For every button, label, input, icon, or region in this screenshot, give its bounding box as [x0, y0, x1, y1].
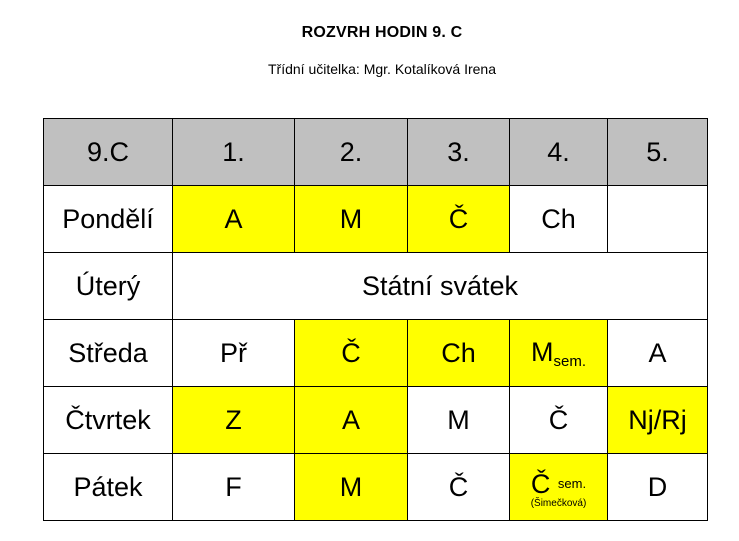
lesson-wed-4-seminar: sem. — [553, 352, 586, 370]
lesson-thu-4: Č — [510, 387, 608, 454]
header-row — [44, 119, 708, 186]
lesson-wed-2: Č — [295, 320, 408, 387]
lesson-fri-4-seminar: sem. — [557, 475, 587, 491]
period-header-3: 3. — [408, 119, 510, 186]
lesson-mon-5 — [608, 186, 708, 253]
lesson-mon-2: M — [295, 186, 408, 253]
lesson-wed-1: Př — [173, 320, 295, 387]
lesson-fri-5: D — [608, 454, 708, 521]
class-teacher: Třídní učitelka: Mgr. Kotalíková Irena — [268, 61, 496, 77]
lesson-fri-4-subject: Č — [530, 468, 551, 499]
lesson-mon-4: Ch — [510, 186, 608, 253]
lesson-thu-3: M — [408, 387, 510, 454]
day-thursday: Čtvrtek — [44, 387, 173, 454]
row-thursday — [44, 387, 708, 454]
row-friday — [44, 454, 708, 521]
day-monday: Pondělí — [44, 186, 173, 253]
lesson-mon-1: A — [173, 186, 295, 253]
lesson-mon-3: Č — [408, 186, 510, 253]
day-wednesday: Středa — [44, 320, 173, 387]
lesson-thu-1: Z — [173, 387, 295, 454]
row-tuesday — [44, 253, 708, 320]
lesson-fri-4-line — [510, 470, 607, 498]
lesson-wed-4 — [510, 320, 608, 387]
lesson-thu-2: A — [295, 387, 408, 454]
lesson-wed-4-subject: M — [530, 336, 554, 367]
lesson-fri-4-teacher-note: (Šimečková) — [530, 497, 587, 509]
period-header-1: 1. — [173, 119, 295, 186]
holiday-cell: Státní svátek — [173, 253, 708, 320]
timetable — [43, 118, 708, 521]
lesson-wed-3: Ch — [408, 320, 510, 387]
lesson-fri-2: M — [295, 454, 408, 521]
row-wednesday — [44, 320, 708, 387]
day-tuesday: Úterý — [44, 253, 173, 320]
page-title: ROZVRH HODIN 9. C — [301, 24, 463, 41]
lesson-thu-5: Nj/Rj — [608, 387, 708, 454]
lesson-wed-5: A — [608, 320, 708, 387]
row-monday — [44, 186, 708, 253]
lesson-fri-4 — [510, 454, 608, 521]
lesson-fri-3: Č — [408, 454, 510, 521]
lesson-fri-1: F — [173, 454, 295, 521]
day-friday: Pátek — [44, 454, 173, 521]
period-header-4: 4. — [510, 119, 608, 186]
period-header-5: 5. — [608, 119, 708, 186]
class-label: 9.C — [44, 119, 173, 186]
period-header-2: 2. — [295, 119, 408, 186]
